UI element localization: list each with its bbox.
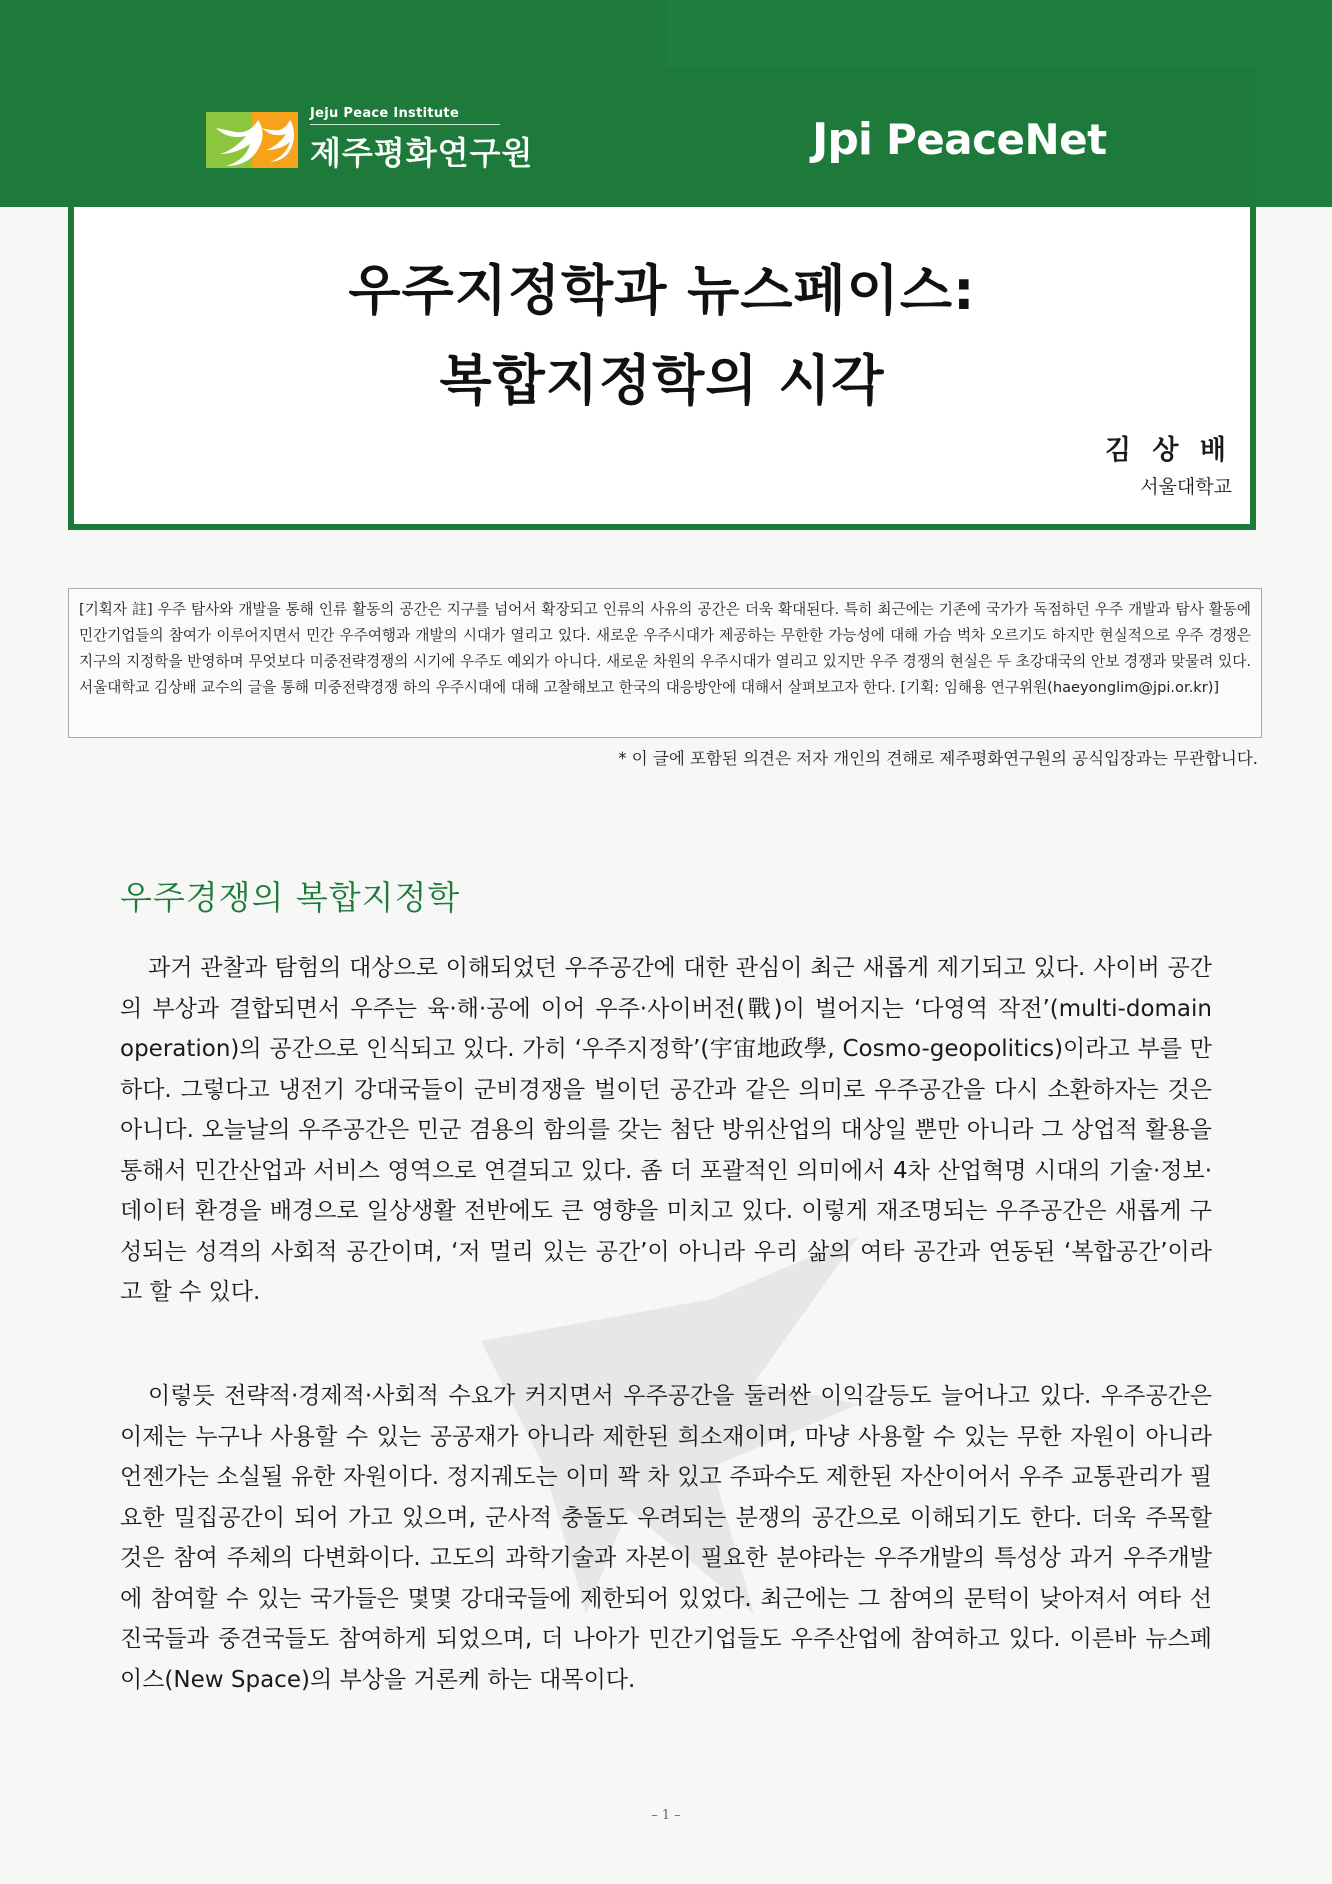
author-affiliation: 서울대학교	[1140, 476, 1232, 498]
jeju-peace-institute-logo-icon	[206, 110, 298, 170]
section-heading: 우주경쟁의 복합지정학	[120, 878, 461, 917]
page-title-line2: 복합지정학의 시각	[439, 349, 885, 412]
jpi-peacenet-logo[interactable]	[812, 114, 1107, 165]
jeju-peace-institute-logo[interactable]	[206, 108, 533, 172]
body-paragraph-1	[120, 948, 1212, 1313]
paragraph-text: 이렇듯 전략적·경제적·사회적 수요가 커지면서 우주공간을 둘러싼 이익갈등도 늘어나고 있다. 우주공간은 이제는 누구나 사용할 수 있는 공공재가 아니라 제한된 희소재이며, 마냥 사용할 수 있는 무한 자원이 아니라 언젠가는 소실될 유한 자원이다. 정지궤도는 이미 꽉 차 있고 주파수도 제한된 자산이어서 우주 교통관리가 필요한 밀집공간이 되어 가고 있으며, 군사적 충돌도 우려되는 분쟁의 공간으로 이해되기도 한다. 더욱 주목할 것은 참여 주체의 다변화이다. 고도의 과학기술과 자본이 필요한 분야라는 우주개발의 특성상 과거 우주개발에 참여할 수 있는 국가들은 몇몇 강대국들에 제한되어 있었다. 최근에는 그 참여의 문턱이 낮아져서 여타 선진국들과 중견국들도 참여하게 되었으며, 더 나아가 민간기업들도 우주산업에 참여하고 있다. 이른바 뉴스페이스(New Space)의 부상을 거론케 하는 대목이다.	[120, 1383, 1212, 1693]
page-title-line1: 우주지정학과 뉴스페이스:	[348, 259, 976, 322]
paragraph-text: 과거 관찰과 탐험의 대상으로 이해되었던 우주공간에 대한 관심이 최근 새롭게 제기되고 있다. 사이버 공간의 부상과 결합되면서 우주는 육·해·공에 이어 우주·사이버전(戰)이 벌어지는 ‘다영역 작전’(multi-domain operation)의 공간으로 인식되고 있다. 가히 ‘우주지정학’(宇宙地政學, Cosmo-geopolitics)이라고 부를 만하다. 그렇다고 냉전기 강대국들이 군비경쟁을 벌이던 공간과 같은 의미로 우주공간을 다시 소환하자는 것은 아니다. 오늘날의 우주공간은 민군 겸용의 함의를 갖는 첨단 방위산업의 대상일 뿐만 아니라 그 상업적 활용을 통해서 민간산업과 서비스 영역으로 연결되고 있다. 좀 더 포괄적인 의미에서 4차 산업혁명 시대의 기술·정보·데이터 환경을 배경으로 일상생활 전반에도 큰 영향을 미치고 있다. 이렇게 재조명되는 우주공간은 새롭게 구성되는 성격의 사회적 공간이며, ‘저 멀리 있는 공간’이 아니라 우리 삶의 여타 공간과 연동된 ‘복합공간’이라고 할 수 있다.	[120, 955, 1212, 1305]
page-number: – 1 –	[651, 1808, 681, 1823]
logo-english-name: Jeju Peace Institute	[310, 106, 500, 125]
peacenet-name: PeaceNet	[885, 115, 1107, 164]
editor-note-box: [기획자 註] 우주 탐사와 개발을 통해 인류 활동의 공간은 지구를 넘어서 확장되고 인류의 사유의 공간은 더욱 확대된다. 특히 최근에는 기존에 국가가 독점하던 우주 개발과 탐사 활동에 민간기업들의 참여가 이루어지면서 민간 우주여행과 개발의 시대가 열리고 있다. 새로운 우주시대가 제공하는 무한한 가능성에 대해 가슴 벅차 오르기도 하지만 현실적으로 우주 경쟁은 지구의 지정학을 반영하며 무엇보다 미중전략경쟁의 시기에 우주도 예외가 아니다. 새로운 차원의 우주시대가 열리고 있지만 우주 경쟁의 현실은 두 초강대국의 안보 경쟁과 맞물려 있다. 서울대학교 김상배 교수의 글을 통해 미중전략경쟁 하의 우주시대에 대해 고찰해보고 한국의 대응방안에 대해서 살펴보고자 한다. [기획: 임해용 연구위원(haeyonglim@jpi.or.kr)]	[68, 588, 1262, 738]
body-paragraph-2	[120, 1376, 1212, 1700]
jpi-mark: Jpi	[812, 114, 872, 165]
author-name: 김 상 배	[1104, 435, 1232, 466]
logo-korean-name: 제주평화연구원	[310, 134, 534, 172]
disclaimer: * 이 글에 포함된 의견은 저자 개인의 견해로 제주평화연구원의 공식입장과는 무관합니다.	[618, 749, 1258, 768]
